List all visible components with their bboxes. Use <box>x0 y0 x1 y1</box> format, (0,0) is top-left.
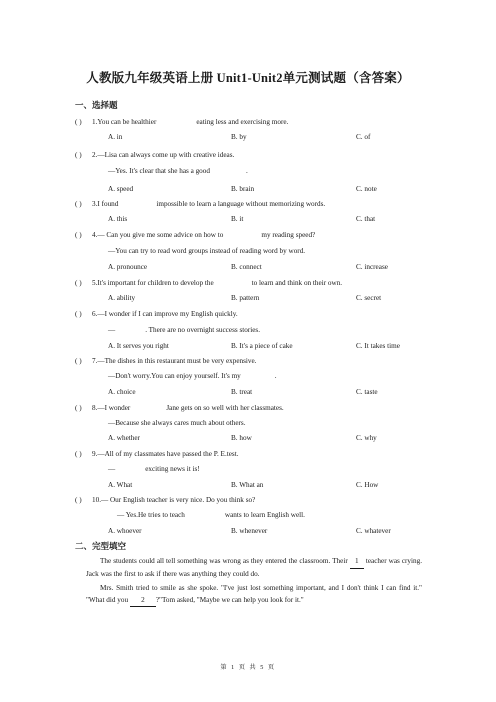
option-a: A. choice <box>108 388 136 396</box>
option-c: C. whatever <box>356 527 391 535</box>
options-6 <box>108 342 428 352</box>
option-a: A. speed <box>108 185 134 193</box>
option-b: B. It's a piece of cake <box>231 342 293 350</box>
passage-paragraph-1: The students could all tell something was wrong as they entered the classroom. Their 1 teacher was crying. Jack was the first to ask if there was anything they could do. <box>86 557 423 578</box>
answer-paren: ( ) <box>75 151 82 159</box>
options-1 <box>108 133 428 143</box>
answer-paren: ( ) <box>75 200 82 208</box>
option-b: B. connect <box>231 263 262 271</box>
question-8-line2: —Because she always cares much about others. <box>108 419 246 427</box>
question-3: ( ) 3.I found impossible to learn a language without memorizing words. <box>75 200 326 208</box>
option-c: C. note <box>356 185 377 193</box>
answer-paren: ( ) <box>75 450 82 458</box>
question-1: ( ) 1.You can be healthier eating less and exercising more. <box>75 118 289 126</box>
option-a: A. this <box>108 215 128 223</box>
option-b: B. brain <box>231 185 255 193</box>
options-5 <box>108 294 428 304</box>
question-9: ( ) 9.—All of my classmates have passed the P. E.test. <box>75 450 239 458</box>
section-heading-multiple-choice: 一、选择题 <box>75 100 118 110</box>
answer-paren: ( ) <box>75 496 82 504</box>
options-2 <box>108 185 428 195</box>
answer-paren: ( ) <box>75 357 82 365</box>
question-4-line2: —You can try to read word groups instead of reading word by word. <box>108 247 306 255</box>
question-2: ( ) 2.—Lisa can always come up with creative ideas. <box>75 151 235 159</box>
answer-paren: ( ) <box>75 118 82 126</box>
page-footer: 第 1 页 共 5 页 <box>220 664 276 671</box>
question-5: ( ) 5.It's important for children to develop the to learn and think on their own. <box>75 279 343 287</box>
option-a: A. What <box>108 481 133 489</box>
question-2-line2: —Yes. It's clear that she has a good . <box>108 167 248 175</box>
options-9 <box>108 481 428 491</box>
option-c: C. that <box>356 215 376 223</box>
question-6: ( ) 6.—I wonder if I can improve my English quickly. <box>75 310 238 318</box>
option-c: C. taste <box>356 388 378 396</box>
option-b: B. whenever <box>231 527 268 535</box>
option-c: C. increase <box>356 263 388 271</box>
cloze-blank-2: 2 <box>130 595 156 608</box>
answer-paren: ( ) <box>75 310 82 318</box>
option-b: B. it <box>231 215 244 223</box>
option-c: C. secret <box>356 294 382 302</box>
option-c: C. It takes time <box>356 342 400 350</box>
answer-paren: ( ) <box>75 231 82 239</box>
answer-paren: ( ) <box>75 279 82 287</box>
option-c: C. why <box>356 434 377 442</box>
option-b: B. by <box>231 133 247 141</box>
option-c: C. How <box>356 481 379 489</box>
question-4: ( ) 4.— Can you give me some advice on how to my reading speed? <box>75 231 316 239</box>
option-c: C. of <box>356 133 371 141</box>
section-heading-cloze: 二、完型填空 <box>75 541 127 551</box>
page-title: 人教版九年级英语上册 Unit1-Unit2单元测试题（含答案） <box>86 71 410 85</box>
options-10 <box>108 527 428 537</box>
question-9-line2: — exciting news it is! <box>108 465 200 473</box>
option-b: B. pattern <box>231 294 260 302</box>
question-7: ( ) 7.—The dishes in this restaurant must be very expensive. <box>75 357 257 365</box>
option-b: B. What an <box>231 481 264 489</box>
question-10-line2: — Yes.He tries to teach wants to learn English well. <box>117 511 305 519</box>
question-7-line2: —Don't worry.You can enjoy yourself. It's my . <box>108 372 277 380</box>
question-8: ( ) 8.—I wonder Jane gets on so well with her classmates. <box>75 404 284 412</box>
option-a: A. pronounce <box>108 263 148 271</box>
options-3 <box>108 215 428 225</box>
answer-paren: ( ) <box>75 404 82 412</box>
option-a: A. whoever <box>108 527 142 535</box>
option-a: A. in <box>108 133 123 141</box>
options-4 <box>108 263 428 273</box>
question-6-line2: — . There are no overnight success stories. <box>108 326 261 334</box>
option-a: A. whether <box>108 434 140 442</box>
option-a: A. It serves you right <box>108 342 169 350</box>
options-7 <box>108 388 428 398</box>
passage-paragraph-2: Mrs. Smith tried to smile as she spoke. "I've just lost something important, and I don't think I can find it." "What did you 2 ?"Tom asked, "Maybe we can help you look for it." <box>86 583 422 607</box>
question-10: ( ) 10.— Our English teacher is very nice. Do you think so? <box>75 496 256 504</box>
options-8 <box>108 434 428 444</box>
cloze-blank-1: 1 <box>350 556 364 569</box>
option-a: A. ability <box>108 294 136 302</box>
option-b: B. how <box>231 434 252 442</box>
option-b: B. treat <box>231 388 253 396</box>
